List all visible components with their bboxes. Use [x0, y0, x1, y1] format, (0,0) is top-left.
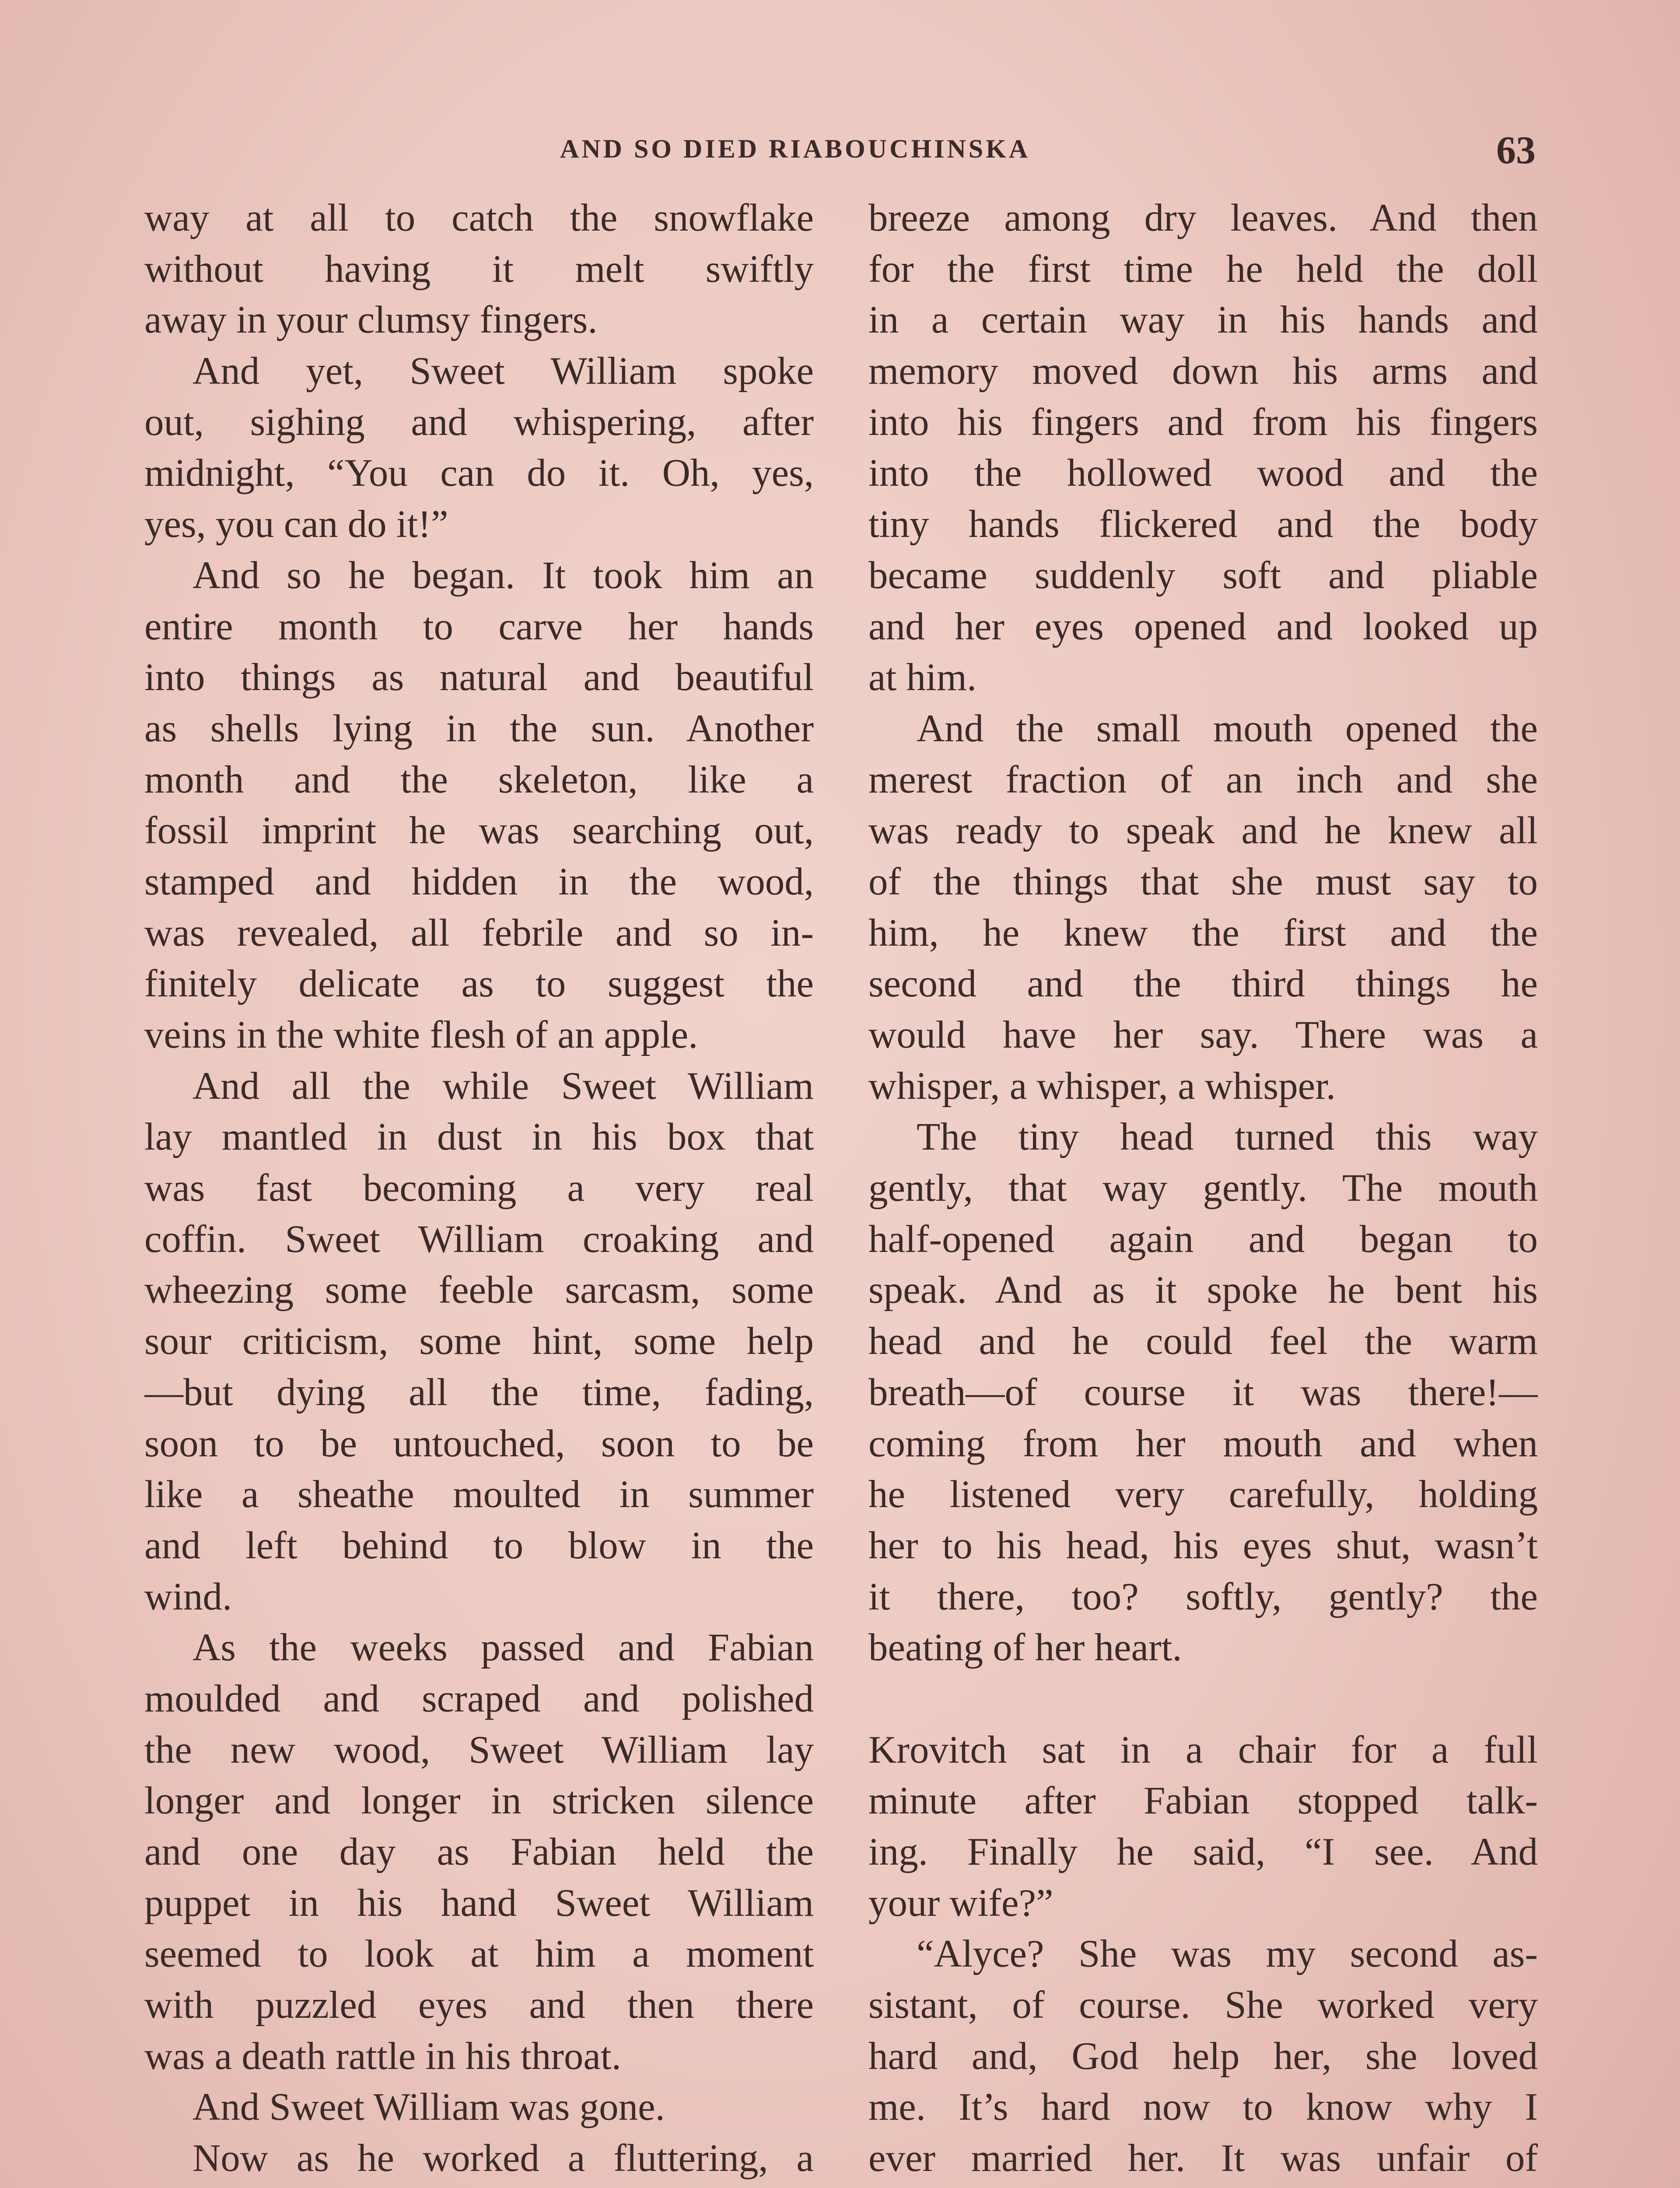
text-line: breath—of course it was there!—: [868, 1371, 1538, 1414]
text-line: coffin. Sweet William croaking and: [144, 1217, 814, 1261]
text-line: speak. And as it spoke he bent his: [868, 1269, 1538, 1312]
text-line: soon to be untouched, soon to be: [144, 1422, 814, 1465]
text-line: sour criticism, some hint, some help: [144, 1320, 814, 1363]
text-line: coming from her mouth and when: [868, 1422, 1538, 1465]
text-line: second and the third things he: [868, 962, 1538, 1006]
text-line: —but dying all the time, fading,: [144, 1371, 814, 1414]
text-line: with puzzled eyes and then there: [144, 1984, 814, 2027]
text-line: and her eyes opened and looked up: [868, 605, 1538, 648]
text-line: beating of her heart.: [868, 1626, 1182, 1669]
text-line: wheezing some feeble sarcasm, some: [144, 1269, 814, 1312]
text-line: half-opened again and began to: [868, 1217, 1538, 1261]
text-line: The tiny head turned this way: [917, 1115, 1538, 1159]
text-line: away in your clumsy fingers.: [144, 298, 598, 342]
text-line: and left behind to blow in the: [144, 1524, 814, 1567]
text-line: fossil imprint he was searching out,: [144, 809, 814, 852]
text-line: at him.: [868, 656, 977, 699]
text-line: and one day as Fabian held the: [144, 1830, 814, 1873]
text-line: ever married her. It was unfair of: [868, 2137, 1538, 2180]
text-line: yes, you can do it!”: [144, 503, 448, 546]
text-line: without having it melt swiftly: [144, 247, 814, 291]
text-line: midnight, “You can do it. Oh, yes,: [144, 452, 814, 495]
text-line: out, sighing and whispering, after: [144, 400, 814, 444]
text-line: longer and longer in stricken silence: [144, 1779, 814, 1823]
running-head: [0, 131, 1680, 184]
text-line: And so he began. It took him an: [192, 554, 814, 597]
text-line: your wife?”: [868, 1881, 1054, 1925]
text-line: wind.: [144, 1575, 232, 1618]
text-line: veins in the white flesh of an apple.: [144, 1013, 698, 1056]
left-column: [144, 193, 814, 2188]
text-line: head and he could feel the warm: [868, 1320, 1538, 1363]
text-line: became suddenly soft and pliable: [868, 554, 1538, 597]
text-line: memory moved down his arms and: [868, 350, 1538, 393]
text-line: minute after Fabian stopped talk-: [868, 1779, 1538, 1823]
text-line: Now as he worked a fluttering, a: [192, 2137, 814, 2180]
text-line: like a sheathe moulted in summer: [144, 1473, 814, 1516]
text-line: him, he knew the first and the: [868, 911, 1538, 954]
text-line: Krovitch sat in a chair for a full: [868, 1728, 1538, 1771]
text-line: the new wood, Sweet William lay: [144, 1728, 814, 1771]
text-line: as shells lying in the sun. Another: [144, 707, 814, 750]
page-number: 63: [1496, 129, 1536, 172]
text-line: was ready to speak and he knew all: [868, 809, 1538, 852]
text-line: sistant, of course. She worked very: [868, 1984, 1538, 2027]
text-line: stamped and hidden in the wood,: [144, 860, 814, 903]
right-column: [868, 193, 1538, 2188]
text-line: lay mantled in dust in his box that: [144, 1115, 814, 1159]
text-line: puppet in his hand Sweet William: [144, 1881, 814, 1925]
text-line: [868, 2184, 1538, 2188]
text-line: breeze among dry leaves. And then: [868, 196, 1538, 239]
text-line: into things as natural and beautiful: [144, 656, 814, 699]
text-line: it there, too? softly, gently? the: [868, 1575, 1538, 1618]
text-line: And Sweet William was gone.: [192, 2086, 665, 2129]
text-line: into the hollowed wood and the: [868, 452, 1538, 495]
text-line: ing. Finally he said, “I see. And: [868, 1830, 1538, 1873]
text-line: was a death rattle in his throat.: [144, 2034, 621, 2078]
text-line: As the weeks passed and Fabian: [192, 1626, 814, 1669]
text-line: And the small mouth opened the: [917, 707, 1538, 750]
text-line: would have her say. There was a: [868, 1013, 1538, 1056]
text-line: “Alyce? She was my second as-: [917, 1932, 1538, 1976]
text-line: into his fingers and from his fingers: [868, 400, 1538, 444]
running-title: AND SO DIED RIABOUCHINSKA: [560, 134, 1031, 163]
text-line: [868, 1673, 1538, 1725]
text-line: was revealed, all febrile and so in-: [144, 911, 814, 954]
text-line: for the first time he held the doll: [868, 247, 1538, 291]
text-line: finitely delicate as to suggest the: [144, 962, 814, 1006]
text-line: he listened very carefully, holding: [868, 1473, 1538, 1516]
text-line: whisper, a whisper, a whisper.: [868, 1064, 1336, 1108]
text-line: in a certain way in his hands and: [868, 298, 1538, 342]
text-line: gently, that way gently. The mouth: [868, 1167, 1538, 1210]
text-line: And yet, Sweet William spoke: [192, 350, 814, 393]
text-line: of the things that she must say to: [868, 860, 1538, 903]
text-line: [144, 2184, 814, 2188]
text-line: moulded and scraped and polished: [144, 1677, 814, 1720]
text-line: way at all to catch the snowflake: [144, 196, 814, 239]
text-line: entire month to carve her hands: [144, 605, 814, 648]
text-line: was fast becoming a very real: [144, 1167, 814, 1210]
text-line: me. It’s hard now to know why I: [868, 2086, 1538, 2129]
text-line: her to his head, his eyes shut, wasn’t: [868, 1524, 1538, 1567]
text-line: month and the skeleton, like a: [144, 758, 814, 801]
text-line: hard and, God help her, she loved: [868, 2034, 1538, 2078]
text-line: merest fraction of an inch and she: [868, 758, 1538, 801]
text-line: tiny hands flickered and the body: [868, 503, 1538, 546]
text-line: seemed to look at him a moment: [144, 1932, 814, 1976]
text-line: And all the while Sweet William: [192, 1064, 814, 1108]
